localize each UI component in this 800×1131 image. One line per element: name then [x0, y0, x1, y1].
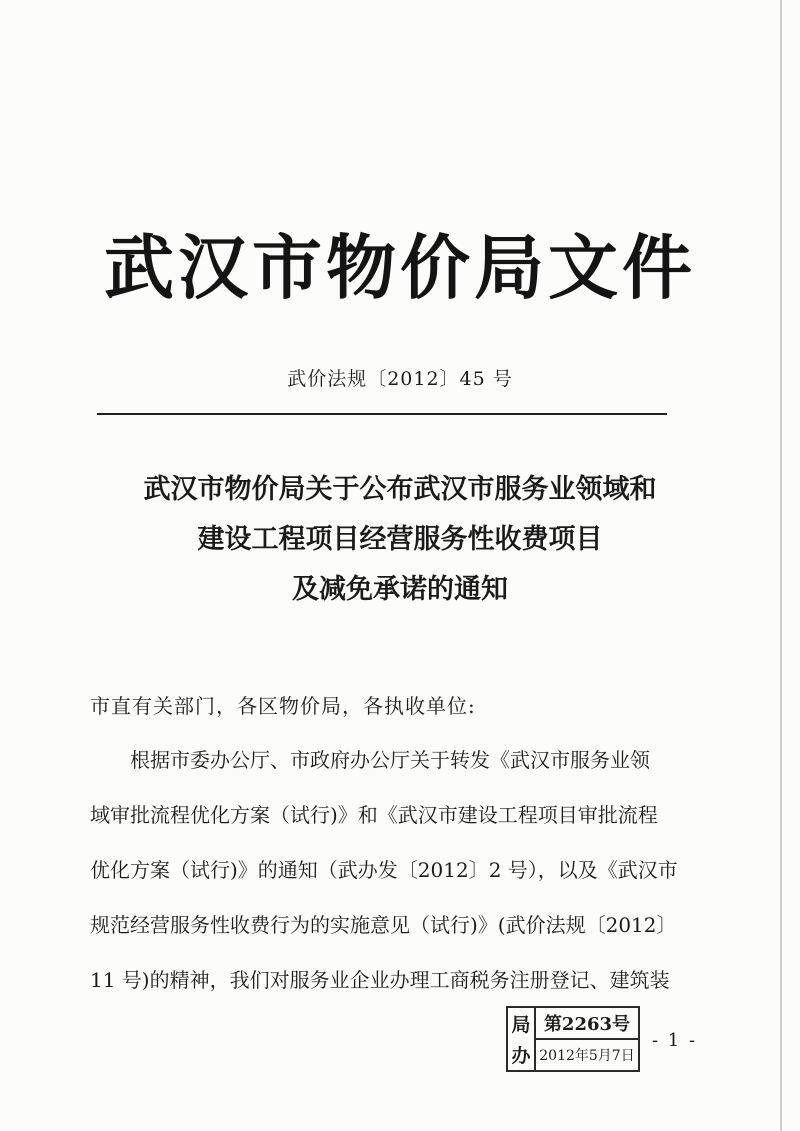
stamp-number: 第2263号 — [536, 1008, 638, 1040]
title-line: 及减免承诺的通知 — [292, 574, 508, 605]
body-line: 11 号)的精神，我们对服务业企业办理工商税务注册登记、建筑装 — [90, 968, 670, 992]
document-number: 武价法规〔2012〕45 号 — [287, 368, 513, 390]
title-line: 建设工程项目经营服务性收费项目 — [197, 524, 603, 555]
body-text — [90, 733, 710, 1008]
title-line: 武汉市物价局关于公布武汉市服务业领域和 — [143, 474, 657, 505]
body-line: 根据市委办公厅、市政府办公厅关于转发《武汉市服务业领 — [130, 748, 650, 772]
receipt-stamp — [506, 1006, 640, 1072]
page-number: - 1 - — [652, 1030, 698, 1051]
header-divider — [97, 413, 667, 415]
body-line: 域审批流程优化方案（试行)》和《武汉市建设工程项目审批流程 — [90, 803, 658, 827]
body-line: 优化方案（试行)》的通知（武办发〔2012〕2 号），以及《武汉市 — [90, 858, 678, 882]
document-masthead: 武汉市物价局文件 — [104, 227, 696, 309]
notice-title — [0, 465, 800, 615]
stamp-office-label — [508, 1008, 536, 1070]
stamp-char-ban: 办 — [511, 1045, 531, 1067]
body-line: 规范经营服务性收费行为的实施意见（试行)》(武价法规〔2012〕 — [90, 913, 677, 937]
salutation: 市直有关部门，各区物价局，各执收单位: — [90, 694, 476, 718]
stamp-date: 2012年5月7日 — [539, 1048, 635, 1064]
stamp-char-ju: 局 — [511, 1014, 531, 1036]
